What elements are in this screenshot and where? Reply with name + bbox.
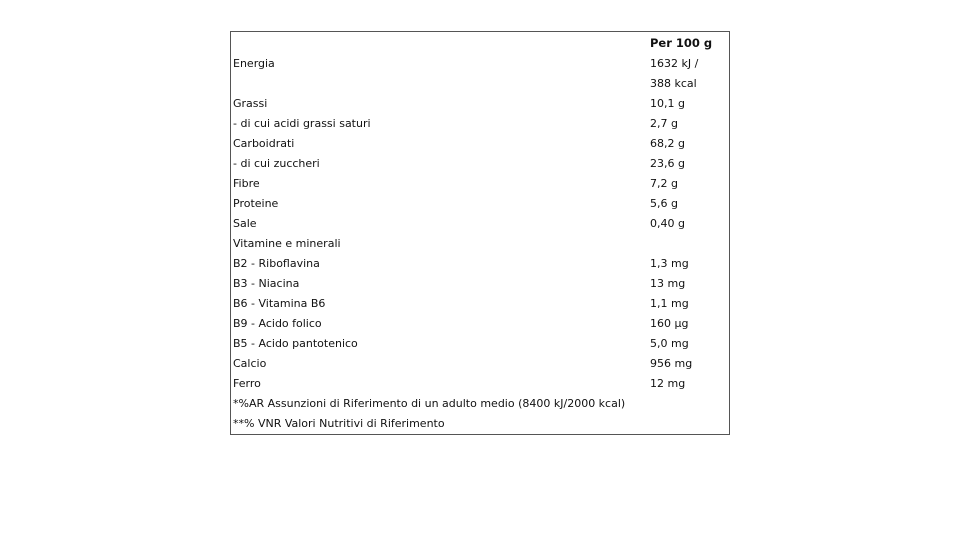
table-row — [231, 274, 731, 294]
row-label: Calcio — [233, 357, 267, 370]
row-label: Carboidrati — [233, 137, 295, 150]
footnote-row — [231, 394, 731, 414]
row-label: B9 - Acido folico — [233, 317, 322, 330]
footnote-vnr: **% VNR Valori Nutritivi di Riferimento — [233, 417, 445, 430]
row-value: 1,1 mg — [650, 297, 689, 310]
row-label: B5 - Acido pantotenico — [233, 337, 358, 350]
footnote-row — [231, 414, 731, 434]
row-label: Energia — [233, 57, 275, 70]
table-header-row — [231, 32, 731, 54]
table-row — [231, 234, 731, 254]
row-value: 1,3 mg — [650, 257, 689, 270]
row-label: Grassi — [233, 97, 268, 110]
nutrition-table-panel — [230, 31, 730, 435]
row-label: B3 - Niacina — [233, 277, 300, 290]
table-row — [231, 174, 731, 194]
header-per-100g: Per 100 g — [650, 36, 713, 50]
table-row — [231, 354, 731, 374]
row-label: - di cui acidi grassi saturi — [233, 117, 371, 130]
table-row — [231, 314, 731, 334]
row-value: 0,40 g — [650, 217, 685, 230]
row-value: 5,0 mg — [650, 337, 689, 350]
row-value: 68,2 g — [650, 137, 685, 150]
table-row — [231, 114, 731, 134]
row-value: 2,7 g — [650, 117, 678, 130]
row-label: - di cui zuccheri — [233, 157, 320, 170]
table-row — [231, 374, 731, 394]
table-row — [231, 54, 731, 74]
row-value: 5,6 g — [650, 197, 678, 210]
table-row — [231, 154, 731, 174]
row-value: 13 mg — [650, 277, 686, 290]
table-row — [231, 134, 731, 154]
footnote-ar: *%AR Assunzioni di Riferimento di un adulto medio (8400 kJ/2000 kcal) — [233, 397, 626, 410]
header-label — [231, 32, 648, 54]
row-label: B6 - Vitamina B6 — [233, 297, 326, 310]
table-row — [231, 74, 731, 94]
row-label: Fibre — [233, 177, 260, 190]
table-row — [231, 254, 731, 274]
row-value: 160 µg — [650, 317, 689, 330]
row-label: Proteine — [233, 197, 279, 210]
table-row — [231, 294, 731, 314]
table-row — [231, 194, 731, 214]
row-label: Sale — [233, 217, 257, 230]
row-value: 7,2 g — [650, 177, 678, 190]
row-label: Vitamine e minerali — [233, 237, 341, 250]
row-value — [648, 234, 731, 254]
row-value: 388 kcal — [650, 77, 697, 90]
row-value: 1632 kJ / — [650, 57, 699, 70]
row-value: 12 mg — [650, 377, 686, 390]
row-label: Ferro — [233, 377, 261, 390]
row-value: 956 mg — [650, 357, 693, 370]
table-row — [231, 214, 731, 234]
row-value: 10,1 g — [650, 97, 685, 110]
row-value: 23,6 g — [650, 157, 685, 170]
table-row — [231, 94, 731, 114]
row-label: B2 - Riboflavina — [233, 257, 320, 270]
nutrition-table — [231, 32, 731, 434]
table-row — [231, 334, 731, 354]
row-label — [231, 74, 648, 94]
